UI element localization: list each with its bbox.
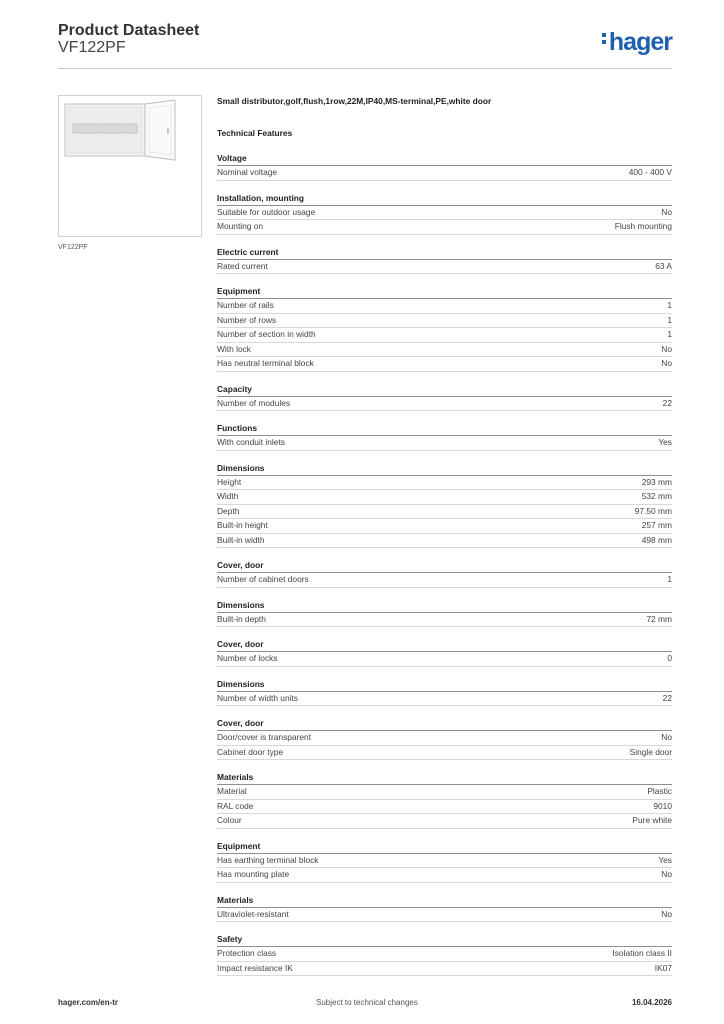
- feature-label: Door/cover is transparent: [217, 732, 312, 742]
- logo-dots-icon: [602, 33, 607, 47]
- section-title: Cover, door: [217, 559, 672, 573]
- feature-label: Material: [217, 786, 247, 796]
- feature-label: Has earthing terminal block: [217, 854, 319, 865]
- feature-row: [217, 436, 672, 451]
- feature-value: 0: [667, 653, 672, 663]
- feature-row: [217, 962, 672, 977]
- section-title: Voltage: [217, 152, 672, 166]
- feature-label: Built-in width: [217, 534, 265, 545]
- feature-row: [217, 260, 672, 275]
- section-title: Safety: [217, 933, 672, 947]
- feature-label: Impact resistance IK: [217, 962, 293, 973]
- feature-value: No: [661, 343, 672, 354]
- feature-value: 97.50 mm: [634, 505, 672, 516]
- datasheet-content: [217, 96, 672, 987]
- image-caption: VF122PF: [58, 244, 88, 251]
- feature-value: No: [661, 358, 672, 368]
- feature-value: 1: [667, 300, 672, 310]
- feature-section: [217, 771, 672, 829]
- feature-row: [217, 746, 672, 761]
- feature-section: [217, 559, 672, 588]
- section-title: Equipment: [217, 285, 672, 299]
- feature-row: [217, 505, 672, 520]
- feature-section: [217, 285, 672, 372]
- feature-value: 9010: [653, 800, 672, 811]
- section-title: Electric current: [217, 246, 672, 260]
- section-title: Cover, door: [217, 638, 672, 652]
- feature-value: Flush mounting: [614, 221, 672, 231]
- header-divider: [58, 68, 672, 69]
- feature-row: [217, 908, 672, 923]
- feature-section: [217, 383, 672, 412]
- feature-value: Plastic: [647, 786, 672, 796]
- feature-sections: [217, 152, 672, 976]
- technical-features-heading: Technical Features: [217, 128, 293, 138]
- feature-row: [217, 652, 672, 667]
- feature-section: [217, 246, 672, 275]
- hager-logo[interactable]: [602, 28, 672, 57]
- feature-value: 400 - 400 V: [628, 167, 672, 177]
- feature-label: Number of section in width: [217, 329, 316, 339]
- product-code: VF122PF: [58, 39, 126, 56]
- feature-label: Mounting on: [217, 221, 264, 231]
- feature-value: 257 mm: [641, 520, 672, 530]
- section-title: Functions: [217, 422, 672, 436]
- page-header: [58, 22, 672, 66]
- page-title: Product Datasheet: [58, 22, 200, 39]
- feature-section: [217, 840, 672, 883]
- feature-row: [217, 206, 672, 221]
- feature-row: [217, 220, 672, 235]
- section-title: Dimensions: [217, 599, 672, 613]
- footer-notice: Subject to technical changes: [316, 998, 418, 1007]
- feature-row: [217, 573, 672, 588]
- feature-value: 1: [667, 329, 672, 339]
- feature-row: [217, 814, 672, 829]
- feature-label: Has neutral terminal block: [217, 358, 314, 368]
- feature-label: Depth: [217, 505, 240, 516]
- feature-label: Number of rows: [217, 314, 277, 325]
- distribution-board-illustration: [59, 96, 201, 236]
- feature-section: [217, 192, 672, 235]
- feature-value: 22: [662, 692, 672, 703]
- section-title: Cover, door: [217, 717, 672, 731]
- feature-label: Protection class: [217, 948, 277, 958]
- feature-label: Ultraviolet-resistant: [217, 908, 289, 919]
- feature-value: No: [661, 732, 672, 742]
- feature-label: Number of rails: [217, 300, 274, 310]
- feature-row: [217, 800, 672, 815]
- feature-row: [217, 692, 672, 707]
- feature-label: With conduit inlets: [217, 437, 285, 447]
- feature-value: No: [661, 908, 672, 919]
- feature-value: 63 A: [655, 260, 672, 271]
- section-title: Installation, mounting: [217, 192, 672, 206]
- feature-row: [217, 854, 672, 869]
- feature-section: [217, 152, 672, 181]
- section-title: Materials: [217, 894, 672, 908]
- feature-value: Single door: [629, 746, 672, 757]
- feature-row: [217, 785, 672, 800]
- feature-row: [217, 343, 672, 358]
- product-image: [58, 95, 202, 237]
- feature-row: [217, 357, 672, 372]
- section-title: Dimensions: [217, 678, 672, 692]
- feature-row: [217, 534, 672, 549]
- feature-row: [217, 519, 672, 534]
- section-title: Equipment: [217, 840, 672, 854]
- feature-row: [217, 947, 672, 962]
- feature-value: Yes: [658, 437, 672, 447]
- section-title: Capacity: [217, 383, 672, 397]
- feature-label: Rated current: [217, 260, 268, 271]
- feature-row: [217, 476, 672, 491]
- feature-row: [217, 731, 672, 746]
- feature-label: Width: [217, 491, 239, 501]
- feature-label: RAL code: [217, 800, 254, 811]
- feature-value: 293 mm: [641, 476, 672, 487]
- feature-value: Isolation class II: [612, 948, 672, 958]
- logo-text: hager: [608, 28, 672, 56]
- feature-row: [217, 314, 672, 329]
- section-title: Materials: [217, 771, 672, 785]
- feature-label: Suitable for outdoor usage: [217, 206, 316, 217]
- feature-value: IK07: [654, 962, 672, 973]
- feature-label: Has mounting plate: [217, 869, 290, 879]
- feature-label: Number of width units: [217, 692, 298, 703]
- feature-row: [217, 868, 672, 883]
- feature-value: Yes: [658, 854, 672, 865]
- feature-row: [217, 328, 672, 343]
- feature-section: [217, 933, 672, 976]
- feature-label: Number of cabinet doors: [217, 574, 309, 584]
- section-title: Dimensions: [217, 462, 672, 476]
- footer-website-link[interactable]: hager.com/en-tr: [58, 998, 119, 1007]
- footer-date: 16.04.2026: [631, 998, 672, 1007]
- feature-label: Cabinet door type: [217, 746, 284, 757]
- feature-value: 498 mm: [641, 534, 672, 545]
- feature-section: [217, 599, 672, 628]
- feature-row: [217, 490, 672, 505]
- feature-label: Number of locks: [217, 653, 278, 663]
- feature-value: 532 mm: [641, 491, 672, 501]
- feature-section: [217, 894, 672, 923]
- page-footer: [58, 998, 672, 1012]
- feature-section: [217, 678, 672, 707]
- feature-value: 1: [667, 574, 672, 584]
- feature-row: [217, 397, 672, 412]
- feature-section: [217, 462, 672, 549]
- feature-row: [217, 166, 672, 181]
- feature-label: With lock: [217, 343, 251, 354]
- feature-label: Built-in height: [217, 520, 268, 530]
- feature-value: Pure white: [632, 815, 672, 825]
- product-description: Small distributor,golf,flush,1row,22M,IP40,MS-terminal,PE,white door: [217, 96, 492, 106]
- feature-label: Height: [217, 476, 242, 487]
- feature-row: [217, 613, 672, 628]
- feature-label: Built-in depth: [217, 613, 266, 624]
- feature-label: Colour: [217, 815, 242, 825]
- feature-value: 72 mm: [646, 613, 672, 624]
- feature-section: [217, 422, 672, 451]
- feature-section: [217, 638, 672, 667]
- feature-value: 22: [662, 397, 672, 408]
- feature-label: Nominal voltage: [217, 167, 278, 177]
- feature-section: [217, 717, 672, 760]
- feature-value: 1: [667, 314, 672, 325]
- feature-row: [217, 299, 672, 314]
- feature-label: Number of modules: [217, 397, 291, 408]
- feature-value: No: [661, 869, 672, 879]
- feature-value: No: [661, 206, 672, 217]
